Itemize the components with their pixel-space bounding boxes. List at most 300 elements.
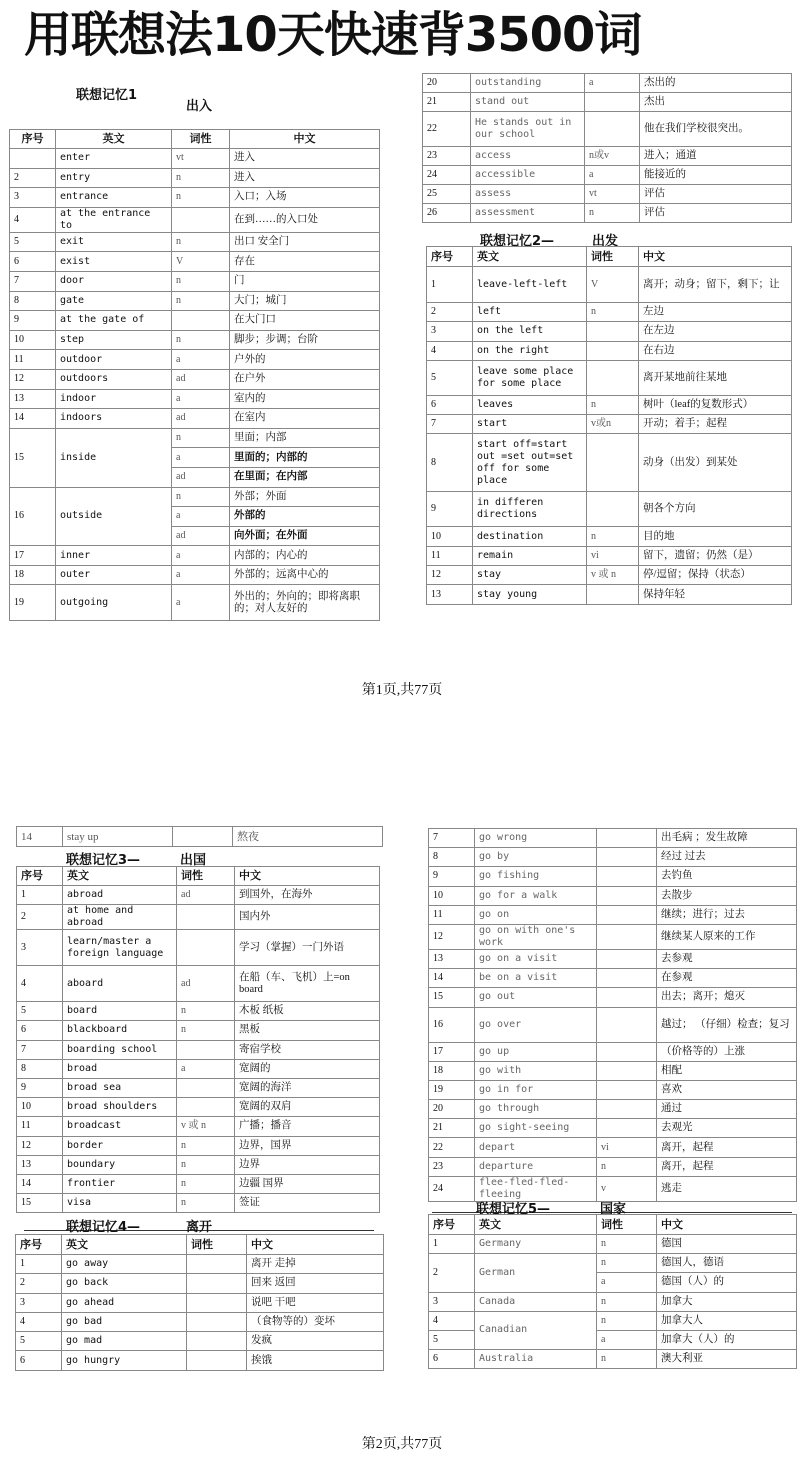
index-cell: 3 [429, 1292, 475, 1311]
english-cell: remain [473, 546, 587, 565]
chinese-cell: 寄宿学校 [235, 1040, 380, 1059]
header-row [16, 1235, 384, 1255]
index-cell: 6 [17, 1021, 63, 1040]
english-cell: go in for [475, 1080, 597, 1099]
table-row [17, 905, 380, 930]
index-cell: 1 [429, 1235, 475, 1254]
pos-cell [597, 924, 657, 949]
pos-cell [587, 434, 639, 492]
pos-cell [177, 930, 235, 966]
table-row [429, 1292, 797, 1311]
pos-cell: a [177, 1059, 235, 1078]
table-row [423, 112, 792, 147]
pos-cell [597, 867, 657, 886]
table-row [429, 1138, 797, 1157]
section-2-subtitle: 出发 [592, 234, 619, 249]
header-english: 英文 [63, 867, 177, 886]
pos-cell [587, 585, 639, 604]
header-row [429, 1215, 797, 1235]
table-row [429, 886, 797, 905]
index-cell: 4 [429, 1311, 475, 1330]
chinese-cell: 在船（车、飞机）上=on board [235, 966, 380, 1002]
english-cell: gate [56, 291, 172, 311]
chinese-cell: 德国（人）的 [657, 1273, 797, 1292]
pos-cell: a [585, 74, 640, 93]
english-cell: broad shoulders [63, 1098, 177, 1117]
index-cell: 14 [17, 1174, 63, 1193]
chinese-cell: 发疯 [247, 1332, 384, 1351]
english-cell: German [475, 1254, 597, 1292]
chinese-cell: 进入；通道 [640, 147, 792, 166]
table-row [17, 1078, 380, 1097]
chinese-cell: 通过 [657, 1100, 797, 1119]
pos-cell: n [177, 1174, 235, 1193]
chinese-cell: 木板 纸板 [235, 1002, 380, 1021]
pos-cell: ad [172, 526, 230, 546]
table-row [429, 848, 797, 867]
chinese-cell: 继续；进行；过去 [657, 905, 797, 924]
table-row [10, 487, 380, 507]
chinese-cell: 逃走 [657, 1176, 797, 1201]
index-cell: 1 [17, 886, 63, 905]
table-row [10, 350, 380, 370]
english-cell: abroad [63, 886, 177, 905]
chinese-cell: 大门；城门 [230, 291, 380, 311]
pos-cell [187, 1274, 247, 1293]
pos-cell: v 或 n [587, 566, 639, 585]
pos-cell: a [172, 565, 230, 585]
pos-cell [587, 322, 639, 341]
pos-cell: a [172, 350, 230, 370]
english-cell: in differen directions [473, 492, 587, 527]
english-cell: exist [56, 252, 172, 272]
pos-cell: n [597, 1350, 657, 1369]
index-cell: 18 [10, 565, 56, 585]
pos-cell: ad [172, 369, 230, 389]
index-cell: 2 [10, 168, 56, 188]
vocab-table-1 [9, 129, 380, 621]
english-cell: entry [56, 168, 172, 188]
chinese-cell: 越过； （仔细）检查；复习 [657, 1007, 797, 1042]
chinese-cell: 熬夜 [233, 827, 383, 847]
pos-cell: vi [597, 1138, 657, 1157]
header-chinese: 中文 [235, 867, 380, 886]
index-cell: 8 [17, 1059, 63, 1078]
index-cell: 20 [423, 74, 471, 93]
pos-cell: n [172, 232, 230, 252]
table-row [427, 360, 792, 395]
index-cell: 11 [10, 350, 56, 370]
index-cell: 7 [427, 415, 473, 434]
chinese-cell: 挨饿 [247, 1351, 384, 1370]
table-row [17, 886, 380, 905]
chinese-cell: 在室内 [230, 409, 380, 429]
english-cell: frontier [63, 1174, 177, 1193]
pos-cell [587, 341, 639, 360]
index-cell: 7 [17, 1040, 63, 1059]
english-cell: accessible [471, 166, 585, 185]
pos-cell [597, 1119, 657, 1138]
pos-cell: n [172, 271, 230, 291]
table-row [427, 585, 792, 604]
english-cell: door [56, 271, 172, 291]
english-cell: Canadian [475, 1311, 597, 1349]
index-cell: 22 [429, 1138, 475, 1157]
chinese-cell: 外部；外面 [230, 487, 380, 507]
table-row [429, 969, 797, 988]
header-chinese: 中文 [247, 1235, 384, 1255]
vocab-table-4 [15, 1234, 384, 1371]
vocab-table-2 [426, 246, 792, 605]
section-3-subtitle: 出国 [180, 853, 207, 868]
chinese-cell: 树叶（leaf的复数形式） [639, 395, 792, 414]
table-row [10, 168, 380, 188]
chinese-cell: 左边 [639, 303, 792, 322]
table-row [423, 74, 792, 93]
table-row [17, 1021, 380, 1040]
chinese-cell: 外出的；外向的；即将离职的；对人友好的 [230, 585, 380, 621]
chinese-cell: 门 [230, 271, 380, 291]
pos-cell: ad [172, 409, 230, 429]
pos-cell [177, 1078, 235, 1097]
chinese-cell: 签证 [235, 1194, 380, 1213]
pos-cell [597, 886, 657, 905]
table-row [429, 949, 797, 968]
pos-cell: n [172, 291, 230, 311]
index-cell: 10 [17, 1098, 63, 1117]
table-row [429, 1007, 797, 1042]
table-row [423, 147, 792, 166]
vocab-table-3 [16, 866, 380, 1213]
table-row [16, 1332, 384, 1351]
index-cell: 10 [429, 886, 475, 905]
header-chinese: 中文 [230, 130, 380, 149]
header-pos: 词性 [177, 867, 235, 886]
table-row [10, 409, 380, 429]
pos-cell [597, 1042, 657, 1061]
index-cell: 6 [427, 395, 473, 414]
pos-cell: a [597, 1273, 657, 1292]
pos-cell [585, 112, 640, 147]
pos-cell [597, 1080, 657, 1099]
pos-cell [187, 1293, 247, 1312]
table-row [429, 1119, 797, 1138]
index-cell: 9 [429, 867, 475, 886]
english-cell: destination [473, 527, 587, 546]
header-index: 序号 [16, 1235, 62, 1255]
english-cell: He stands out in our school [471, 112, 585, 147]
english-cell: at the gate of [56, 311, 172, 331]
english-cell: go on a visit [475, 949, 597, 968]
index-cell: 21 [423, 93, 471, 112]
english-cell: start [473, 415, 587, 434]
english-cell: start off=start out =set out=set off for some place [473, 434, 587, 492]
english-cell: left [473, 303, 587, 322]
pos-cell: ad [177, 886, 235, 905]
index-cell: 9 [10, 311, 56, 331]
table-row [427, 322, 792, 341]
carry-over-row [16, 826, 383, 847]
english-cell: go hungry [62, 1351, 187, 1370]
english-cell: leaves [473, 395, 587, 414]
chinese-cell: 德国 [657, 1235, 797, 1254]
table-row [16, 1274, 384, 1293]
english-cell: be on a visit [475, 969, 597, 988]
pos-cell [177, 1098, 235, 1117]
index-cell: 13 [427, 585, 473, 604]
chinese-cell: 边界，国界 [235, 1136, 380, 1155]
table-row [429, 1061, 797, 1080]
pos-cell [587, 360, 639, 395]
english-cell: exit [56, 232, 172, 252]
pos-cell: n [177, 1194, 235, 1213]
pos-cell: V [172, 252, 230, 272]
table-row [429, 924, 797, 949]
pos-cell: n [587, 395, 639, 414]
pos-cell: n [172, 188, 230, 208]
chinese-cell: 在到……的入口处 [230, 207, 380, 232]
chinese-cell: 开动；着手；起程 [639, 415, 792, 434]
chinese-cell: 存在 [230, 252, 380, 272]
pos-cell: n [597, 1254, 657, 1273]
table-row [427, 546, 792, 565]
header-row [427, 247, 792, 267]
chinese-cell: 停/逗留；保持（状态） [639, 566, 792, 585]
table-row [16, 1255, 384, 1274]
english-cell: indoor [56, 389, 172, 409]
chinese-cell: 宽阔的海洋 [235, 1078, 380, 1097]
english-cell: go fishing [475, 867, 597, 886]
index-cell: 8 [429, 848, 475, 867]
header-english: 英文 [473, 247, 587, 267]
header-pos: 词性 [597, 1215, 657, 1235]
pos-cell: a [585, 166, 640, 185]
table-row [17, 1040, 380, 1059]
header-pos: 词性 [187, 1235, 247, 1255]
section-3-title: 联想记忆3— [66, 853, 141, 868]
table-row [429, 1254, 797, 1273]
english-cell: go out [475, 988, 597, 1007]
page-1-footer: 第1页,共77页 [361, 683, 443, 698]
index-cell: 12 [17, 1136, 63, 1155]
pos-cell: vt [172, 149, 230, 169]
chinese-cell: （食物等的）变坏 [247, 1312, 384, 1331]
english-cell: go bad [62, 1312, 187, 1331]
pos-cell: n [585, 204, 640, 223]
english-cell: outdoor [56, 350, 172, 370]
pos-cell: v或n [587, 415, 639, 434]
chinese-cell: 喜欢 [657, 1080, 797, 1099]
index-cell: 3 [10, 188, 56, 208]
chinese-cell: 评估 [640, 185, 792, 204]
english-cell: go ahead [62, 1293, 187, 1312]
chinese-cell: 加拿大（人）的 [657, 1330, 797, 1349]
english-cell: enter [56, 149, 172, 169]
english-cell: access [471, 147, 585, 166]
english-cell: go through [475, 1100, 597, 1119]
english-cell: outstanding [471, 74, 585, 93]
chinese-cell: 加拿大 [657, 1292, 797, 1311]
english-cell: broad sea [63, 1078, 177, 1097]
index-cell: 3 [427, 322, 473, 341]
table-row [17, 827, 383, 847]
pos-cell: n [172, 330, 230, 350]
table-row [429, 1235, 797, 1254]
table-row [427, 492, 792, 527]
index-cell: 13 [429, 949, 475, 968]
index-cell: 6 [16, 1351, 62, 1370]
english-cell: board [63, 1002, 177, 1021]
section-4-subtitle: 离开 [186, 1220, 213, 1235]
pos-cell [597, 1007, 657, 1042]
english-cell: at home and abroad [63, 905, 177, 930]
chinese-cell: （价格等的）上涨 [657, 1042, 797, 1061]
table-row [427, 267, 792, 303]
english-cell: flee-fled-fled-fleeing [475, 1176, 597, 1201]
table-row [17, 930, 380, 966]
english-cell: learn/master a foreign language [63, 930, 177, 966]
chinese-cell: 去钓鱼 [657, 867, 797, 886]
table-row [427, 303, 792, 322]
index-cell: 4 [16, 1312, 62, 1331]
header-chinese: 中文 [639, 247, 792, 267]
chinese-cell: 外部的 [230, 507, 380, 527]
english-cell: leave-left-left [473, 267, 587, 303]
chinese-cell: 宽阔的双肩 [235, 1098, 380, 1117]
english-cell: go sight-seeing [475, 1119, 597, 1138]
index-cell: 15 [10, 428, 56, 487]
index-cell: 16 [10, 487, 56, 546]
chinese-cell: 朝各个方向 [639, 492, 792, 527]
table-row [10, 546, 380, 566]
table-row [427, 415, 792, 434]
pos-cell: ad [177, 966, 235, 1002]
table-row [17, 1117, 380, 1136]
table-row [17, 1136, 380, 1155]
pos-cell: ad [172, 467, 230, 487]
vocab-table-5 [428, 1214, 797, 1369]
chinese-cell: 目的地 [639, 527, 792, 546]
table-row [17, 1155, 380, 1174]
index-cell: 13 [17, 1155, 63, 1174]
pos-cell [187, 1255, 247, 1274]
english-cell: stay young [473, 585, 587, 604]
header-index: 序号 [17, 867, 63, 886]
pos-cell [177, 905, 235, 930]
pos-cell [597, 1061, 657, 1080]
english-cell: Canada [475, 1292, 597, 1311]
pos-cell: a [172, 546, 230, 566]
pos-cell [187, 1332, 247, 1351]
index-cell: 12 [429, 924, 475, 949]
pos-cell: a [172, 448, 230, 468]
table-row [429, 905, 797, 924]
index-cell: 24 [423, 166, 471, 185]
chinese-cell: 离开；动身；留下，剩下；让 [639, 267, 792, 303]
pos-cell [597, 829, 657, 848]
chinese-cell: 到国外，在海外 [235, 886, 380, 905]
table-row [10, 252, 380, 272]
chinese-cell: 德国人，德语 [657, 1254, 797, 1273]
table-row [10, 389, 380, 409]
index-cell: 19 [429, 1080, 475, 1099]
header-english: 英文 [62, 1235, 187, 1255]
section-5-title: 联想记忆5— [476, 1202, 551, 1217]
section-5-subtitle: 国家 [600, 1202, 627, 1217]
chinese-cell: 向外面；在外面 [230, 526, 380, 546]
pos-cell [597, 1100, 657, 1119]
english-cell: inner [56, 546, 172, 566]
chinese-cell: 动身（出发）到某处 [639, 434, 792, 492]
chinese-cell: 离开，起程 [657, 1157, 797, 1176]
index-cell: 3 [17, 930, 63, 966]
table-row [10, 585, 380, 621]
english-cell: stay up [63, 827, 173, 847]
english-cell: Germany [475, 1235, 597, 1254]
index-cell: 16 [429, 1007, 475, 1042]
index-cell: 14 [429, 969, 475, 988]
table-row [10, 149, 380, 169]
english-cell: depart [475, 1138, 597, 1157]
english-cell: go over [475, 1007, 597, 1042]
index-cell: 2 [17, 905, 63, 930]
chinese-cell: 继续某人原来的工作 [657, 924, 797, 949]
pos-cell [597, 988, 657, 1007]
english-cell: outgoing [56, 585, 172, 621]
english-cell: go for a walk [475, 886, 597, 905]
english-cell: assess [471, 185, 585, 204]
chinese-cell: 在大门口 [230, 311, 380, 331]
table-row [429, 988, 797, 1007]
pos-cell: v [597, 1176, 657, 1201]
english-cell: at the entrance to [56, 207, 172, 232]
index-cell: 25 [423, 185, 471, 204]
index-cell: 5 [427, 360, 473, 395]
table-row [17, 966, 380, 1002]
chinese-cell: 离开 走掉 [247, 1255, 384, 1274]
chinese-cell: 他在我们学校很突出。 [640, 112, 792, 147]
index-cell: 1 [427, 267, 473, 303]
pos-cell [597, 848, 657, 867]
chinese-cell: 边界 [235, 1155, 380, 1174]
table-row [423, 166, 792, 185]
english-cell: blackboard [63, 1021, 177, 1040]
chinese-cell: 留下，遗留；仍然（是） [639, 546, 792, 565]
pos-cell: v 或 n [177, 1117, 235, 1136]
table-row [17, 1174, 380, 1193]
table-row [10, 188, 380, 208]
index-cell: 15 [429, 988, 475, 1007]
pos-cell [172, 207, 230, 232]
chinese-cell: 出去；离开；熄灭 [657, 988, 797, 1007]
table-row [429, 1042, 797, 1061]
vocab-table-4-continued [428, 828, 797, 1202]
pos-cell [173, 827, 233, 847]
index-cell: 12 [10, 369, 56, 389]
table-row [10, 565, 380, 585]
english-cell: Australia [475, 1350, 597, 1369]
pos-cell [597, 949, 657, 968]
pos-cell: n [172, 428, 230, 448]
english-cell: stand out [471, 93, 585, 112]
index-cell: 11 [17, 1117, 63, 1136]
index-cell: 8 [10, 291, 56, 311]
pos-cell [597, 969, 657, 988]
pos-cell: n [177, 1155, 235, 1174]
chinese-cell: 出毛病 ；发生故障 [657, 829, 797, 848]
pos-cell: n或v [585, 147, 640, 166]
pos-cell: n [177, 1021, 235, 1040]
